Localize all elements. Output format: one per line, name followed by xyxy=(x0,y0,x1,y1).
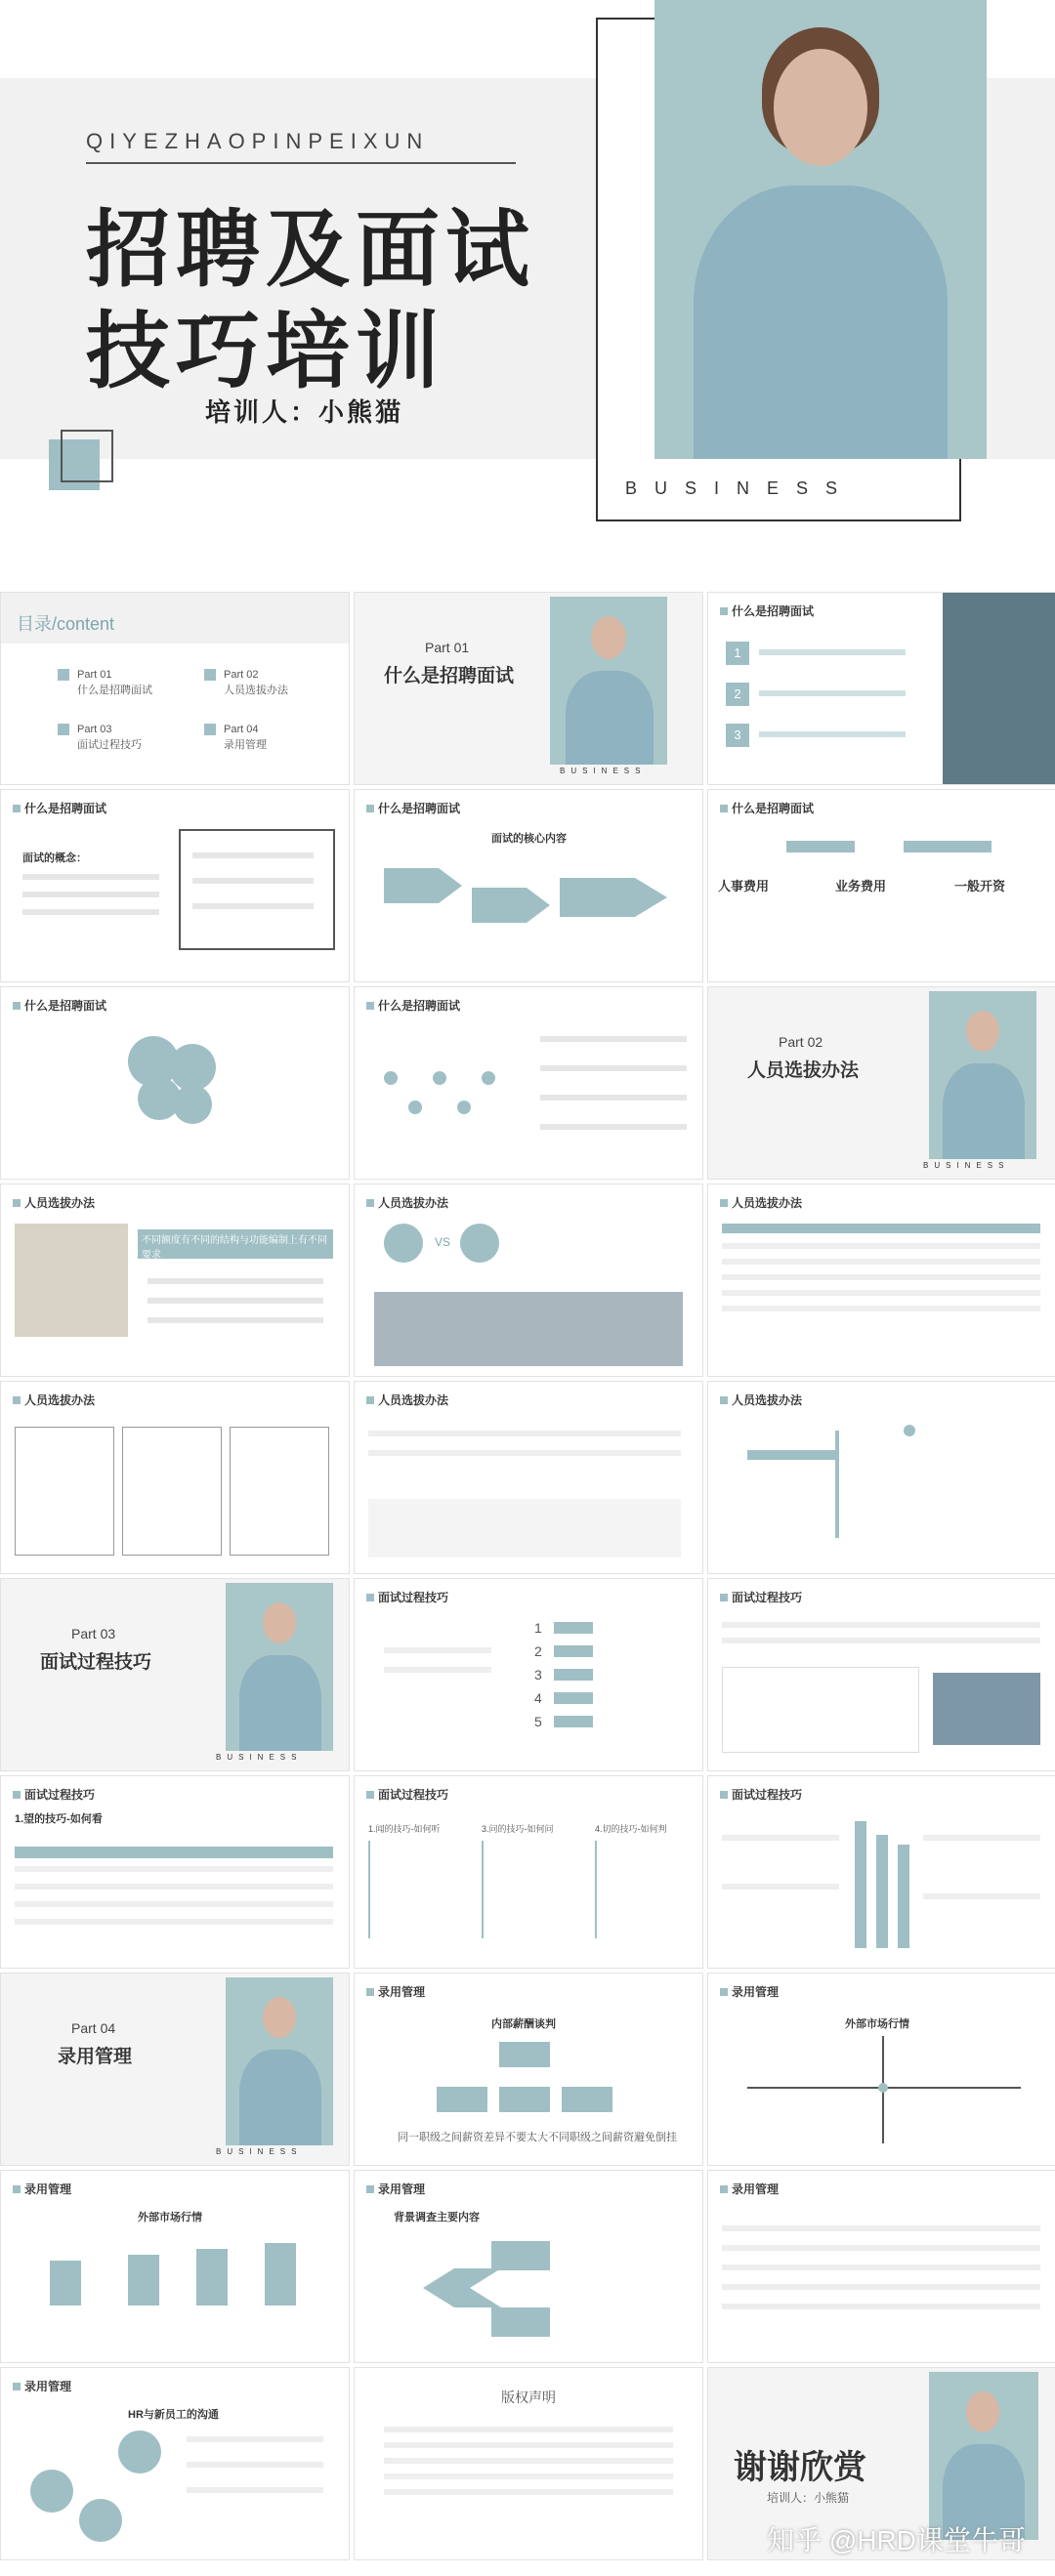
slide-sel4: 人员选拔办法 xyxy=(0,1381,350,1574)
slide-photo xyxy=(226,1583,333,1751)
slide-emp6: 录用管理 HR与新员工的沟通 xyxy=(0,2367,350,2560)
cover-photo xyxy=(654,0,987,459)
cover-trainer: 培训人：小熊猫 xyxy=(205,397,404,427)
slide-thanks: 谢谢欣赏 培训人：小熊猫 xyxy=(707,2367,1055,2560)
slide-part02: Part 02 人员选拔办法 BUSINESS xyxy=(707,986,1055,1180)
team-image xyxy=(15,1224,128,1337)
cover-business: BUSINESS xyxy=(625,478,856,498)
slide-part03: Part 03 面试过程技巧 BUSINESS xyxy=(0,1578,350,1771)
slide-sel5: 人员选拔办法 xyxy=(354,1381,703,1574)
slide-what4: 什么是招聘面试 人事费用 业务费用 一般开资 xyxy=(707,789,1055,982)
slide-emp2: 录用管理 外部市场行情 xyxy=(707,1973,1055,2166)
city-image xyxy=(933,1673,1040,1745)
slide-what3: 什么是招聘面试 面试的核心内容 xyxy=(354,789,703,982)
slide-part04: Part 04 录用管理 BUSINESS xyxy=(0,1973,350,2166)
slide-int1: 面试过程技巧 1 2 3 4 5 xyxy=(354,1578,703,1771)
decor-square-outline xyxy=(61,430,113,482)
slide-copyright: 版权声明 xyxy=(354,2367,703,2560)
watermark: 知乎 @HRD课堂牛哥 xyxy=(767,2525,1026,2555)
slide-what2: 什么是招聘面试 面试的概念： xyxy=(0,789,350,982)
slide-sel2: 人员选拔办法 VS xyxy=(354,1184,703,1377)
slide-sel6: 人员选拔办法 xyxy=(707,1381,1055,1574)
cover-title-line1: 招聘及面试 xyxy=(86,201,535,299)
slide-what1: 什么是招聘面试 1 2 3 xyxy=(707,592,1055,785)
cover-title-line2: 技巧培训 xyxy=(86,303,445,400)
slide-int3: 面试过程技巧 1.望的技巧-如何看 xyxy=(0,1775,350,1969)
cover-subtitle-line xyxy=(86,162,516,164)
slide-int4: 面试过程技巧 1.闻的技巧-如何听 3.问的技巧-如何问 4.切的技巧-如何判 xyxy=(354,1775,703,1969)
slide-toc: 目录/content Part 01 什么是招聘面试 Part 02 人员选拔办法 Part 03 面试过程技巧 Part 04 录用管理 xyxy=(0,592,350,785)
slide-int2: 面试过程技巧 xyxy=(707,1578,1055,1771)
slide-photo xyxy=(929,2372,1038,2540)
toc-title: 目录/content xyxy=(17,614,115,634)
building-image xyxy=(943,593,1055,784)
slide-photo xyxy=(226,1977,333,2145)
slide-photo xyxy=(550,597,667,765)
slide-emp1: 录用管理 内部薪酬谈判 同一职级之间薪资差异不要太大不同职级之间薪资避免倒挂 xyxy=(354,1973,703,2166)
slide-sel3: 人员选拔办法 xyxy=(707,1184,1055,1377)
slide-emp3: 录用管理 外部市场行情 xyxy=(0,2170,350,2363)
cover-slide xyxy=(0,0,1055,586)
slide-photo xyxy=(929,991,1036,1159)
slide-what5: 什么是招聘面试 xyxy=(0,986,350,1180)
slide-emp5: 录用管理 xyxy=(707,2170,1055,2363)
slide-part01: Part 01 什么是招聘面试 BUSINESS xyxy=(354,592,703,785)
cover-subtitle: QIYEZHAOPINPEIXUN xyxy=(86,129,430,153)
slide-int5: 面试过程技巧 xyxy=(707,1775,1055,1969)
slide-emp4: 录用管理 背景调查主要内容 xyxy=(354,2170,703,2363)
city-image xyxy=(374,1292,683,1366)
slide-what6: 什么是招聘面试 xyxy=(354,986,703,1180)
slide-sel1: 人员选拔办法 不同额度有不同的结构与功能编制上有不同要求 xyxy=(0,1184,350,1377)
